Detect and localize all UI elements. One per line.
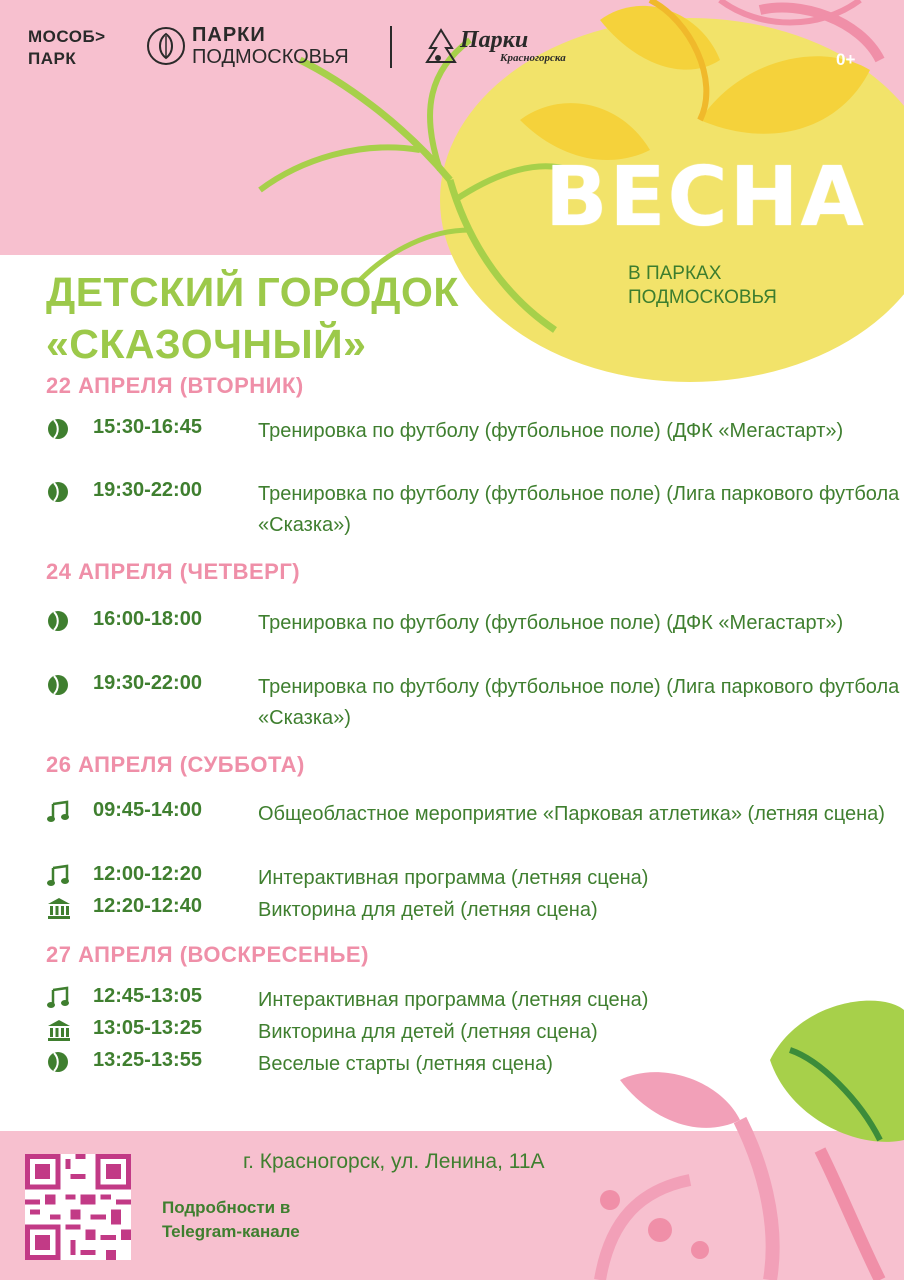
day-heading: 26 АПРЕЛЯ (СУББОТА) (46, 752, 305, 777)
day-heading: 22 АПРЕЛЯ (ВТОРНИК) (46, 373, 304, 398)
festival-subtitle-line1: В ПАРКАХ (628, 263, 722, 284)
leaf-emblem-icon (146, 26, 186, 66)
museum-icon (46, 896, 72, 920)
event-time: 15:30-16:45 (93, 416, 202, 438)
venue-title (46, 266, 459, 370)
music-note-icon (46, 800, 72, 824)
event-time: 19:30-22:00 (93, 672, 202, 694)
music-note-icon (46, 986, 72, 1010)
event-description: Общеобластное мероприятие «Парковая атлетика» (летняя сцена) (258, 803, 885, 825)
telegram-line2: Telegram-канале (162, 1222, 300, 1241)
age-rating: 0+ (836, 50, 856, 69)
day-heading: 27 АПРЕЛЯ (ВОСКРЕСЕНЬЕ) (46, 942, 369, 967)
festival-subtitle (628, 262, 777, 310)
parki-logo-line1: ПАРКИ (192, 24, 266, 46)
mosoblpark-logo (28, 26, 106, 70)
event-time: 13:25-13:55 (93, 1049, 202, 1071)
telegram-line1: Подробности в (162, 1198, 291, 1217)
event-time: 16:00-18:00 (93, 608, 202, 630)
venue-address: г. Красногорск, ул. Ленина, 11А (243, 1150, 545, 1173)
event-description: Тренировка по футболу (футбольное поле) (ДФК «Мегастарт») (258, 420, 844, 442)
ball-icon (46, 417, 72, 441)
mosoblpark-logo-line2: ПАРК (28, 49, 77, 68)
venue-title-line2: «СКАЗОЧНЫЙ» (46, 321, 367, 367)
ball-icon (46, 673, 72, 697)
festival-title: ВЕСНА (545, 150, 866, 245)
parki-podmoskovya-logo (192, 24, 349, 68)
event-description: Викторина для детей (летняя сцена) (258, 1021, 598, 1043)
logo-divider (390, 26, 392, 68)
parki-krasnogorska-logo (460, 27, 566, 64)
qr-code[interactable] (25, 1154, 131, 1260)
ball-icon (46, 480, 72, 504)
event-description: Интерактивная программа (летняя сцена) (258, 989, 649, 1011)
day-heading: 24 АПРЕЛЯ (ЧЕТВЕРГ) (46, 559, 301, 584)
event-time: 09:45-14:00 (93, 799, 202, 821)
event-time: 12:20-12:40 (93, 895, 202, 917)
event-time: 13:05-13:25 (93, 1017, 202, 1039)
mosoblpark-logo-line1: МОСОБ> (28, 27, 106, 46)
event-description: Викторина для детей (летняя сцена) (258, 899, 598, 921)
event-description: Тренировка по футболу (футбольное поле) (ДФК «Мегастарт») (258, 612, 844, 634)
telegram-link[interactable] (162, 1196, 300, 1244)
music-note-icon (46, 864, 72, 888)
event-description: Тренировка по футболу (футбольное поле) (Лига паркового футбола «Сказка») (258, 483, 900, 536)
event-description: Веселые старты (летняя сцена) (258, 1053, 553, 1075)
event-time: 12:00-12:20 (93, 863, 202, 885)
parki-logo-line2: ПОДМОСКОВЬЯ (192, 46, 349, 68)
event-time: 12:45-13:05 (93, 985, 202, 1007)
festival-subtitle-line2: ПОДМОСКОВЬЯ (628, 287, 777, 308)
venue-title-line1: ДЕТСКИЙ ГОРОДОК (46, 269, 459, 315)
event-time: 19:30-22:00 (93, 479, 202, 501)
ball-icon (46, 1050, 72, 1074)
event-description: Тренировка по футболу (футбольное поле) (Лига паркового футбола «Сказка») (258, 676, 900, 729)
ball-icon (46, 609, 72, 633)
krasnogorsk-logo-line2: Красногорска (500, 52, 566, 64)
museum-icon (46, 1018, 72, 1042)
tree-emblem-icon (424, 28, 458, 68)
event-description: Интерактивная программа (летняя сцена) (258, 867, 649, 889)
krasnogorsk-logo-line1: Парки (460, 27, 529, 53)
